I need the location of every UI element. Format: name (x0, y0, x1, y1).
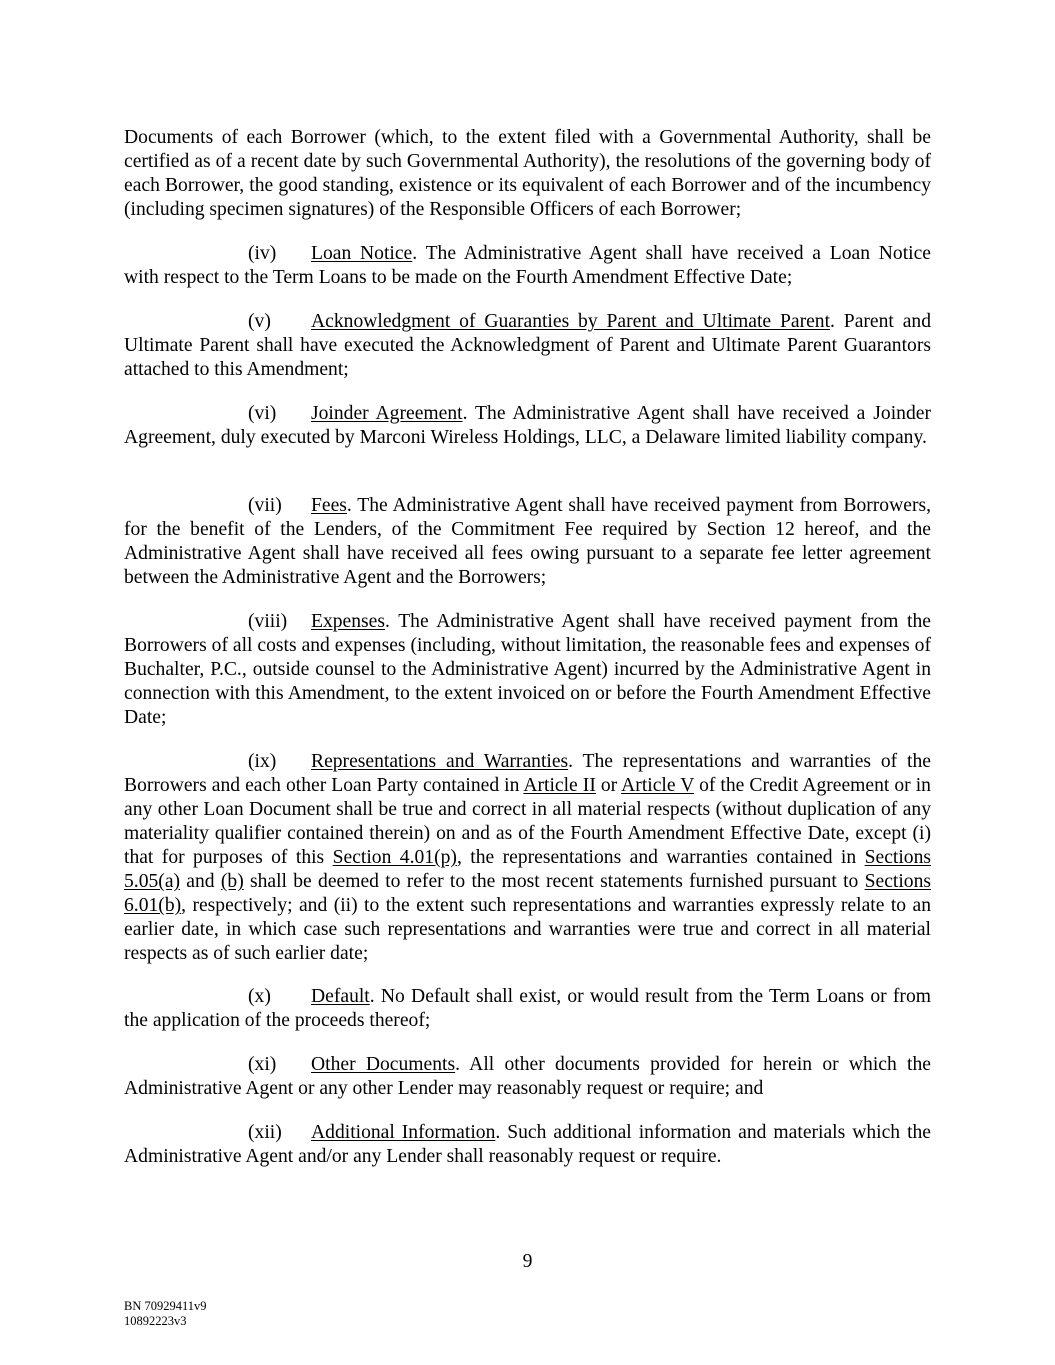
section-4-01p-ref: Section 4.01(p) (332, 847, 457, 868)
item-number: (x) (248, 986, 271, 1007)
footer-line-1: BN 70929411v9 (124, 1299, 207, 1313)
item-text: . All other documents provided for herein or which the Administrative Agent or any other Lender may reasonably request or require; and (124, 1054, 931, 1099)
sections-5-05a-ref: Sections 5.05(a) (124, 847, 931, 892)
item-heading: Loan Notice (311, 243, 413, 264)
item-number: (vi) (248, 403, 277, 424)
item-v (124, 310, 931, 382)
item-number: (v) (248, 311, 271, 332)
item-heading: Additional Information (311, 1122, 496, 1143)
item-heading: Joinder Agreement (311, 403, 463, 424)
item-text: . The Administrative Agent shall have received a Loan Notice with respect to the Term Loans to be made on the Fourth Amendment Effective Date; (124, 243, 931, 288)
item-heading: Other Documents (311, 1054, 456, 1075)
item-ix: (ix) Representations and Warranties. The representations and warranties of the Borrowers and each other Loan Party contained in Article II or Article V of the Credit Agreement or in any other Loan Document shall be true and correct in all material respects (without duplication of any materiality qualifier contained therein) on and as of the Fourth Amendment Effective Date, except (i) that for purposes of this Section 4.01(p), the representations and warranties contained in Sections 5.05(a) and (b) shall be deemed to refer to the most recent statements furnished pursuant to Sections 6.01(b), respectively; and (ii) to the extent such representations and warranties expressly relate to an earlier date, in which case such representations and warranties were true and correct in all material respects as of such earlier date; (124, 751, 932, 964)
item-number: (ix) (248, 751, 277, 772)
item-text: . The Administrative Agent shall have received payment from the Borrowers of all costs and expenses (including, without limitation, the reasonable fees and expenses of Buchalter, P.C., outside counsel to the Administrative Agent) incurred by the Administrative Agent in connection with this Amendment, to the extent invoiced on or before the Fourth Amendment Effective Date; (124, 611, 931, 728)
item-heading: Representations and Warranties (311, 751, 569, 772)
page-number: 9 (522, 1251, 533, 1272)
item-vii (124, 494, 931, 590)
item-number: (iv) (248, 243, 277, 264)
item-iv (124, 242, 931, 290)
item-heading: Default (311, 986, 370, 1007)
item-number: (viii) (248, 611, 288, 632)
item-xi (124, 1053, 931, 1101)
item-x (124, 985, 931, 1033)
item-heading: Acknowledgment of Guaranties by Parent and Ultimate Parent (311, 311, 831, 332)
item-number: (xi) (248, 1054, 277, 1075)
item-heading: Fees (311, 495, 347, 516)
item-text: . No Default shall exist, or would result from the Term Loans or from the application of the proceeds thereof; (124, 986, 931, 1031)
item-heading: Expenses (311, 611, 386, 632)
footer-line-2: 10892223v3 (124, 1314, 187, 1328)
footer-doc-id (124, 1299, 207, 1329)
b-ref: (b) (220, 871, 244, 892)
article-ii-ref: Article II (523, 775, 596, 796)
item-text: . Parent and Ultimate Parent shall have executed the Acknowledgment of Parent and Ultimate Parent Guarantors attached to this Amendment; (124, 311, 932, 380)
item-text: . The Administrative Agent shall have received payment from Borrowers, for the benefit of the Lenders, of the Commitment Fee required by Section 12 hereof, and the Administrative Agent shall have received all fees owing pursuant to a separate fee letter agreement between the Administrative Agent and the Borrowers; (124, 495, 931, 588)
item-number: (vii) (248, 495, 282, 516)
item-viii (124, 610, 931, 730)
article-v-ref: Article V (621, 775, 695, 796)
item-text: . The Administrative Agent shall have received a Joinder Agreement, duly executed by Marconi Wireless Holdings, LLC, a Delaware limited liability company. (124, 403, 931, 448)
item-text: . Such additional information and materials which the Administrative Agent and/or any Lender shall reasonably request or require. (124, 1122, 932, 1167)
intro-paragraph: Documents of each Borrower (which, to the extent filed with a Governmental Authority, shall be certified as of a recent date by such Governmental Authority), the resolutions of the governing body of each Borrower, the good standing, existence or its equivalent of each Borrower and of the incumbency (including specimen signatures) of the Responsible Officers of each Borrower; (124, 127, 931, 220)
item-xii (124, 1121, 931, 1169)
sections-6-01b-ref: Sections 6.01(b) (124, 871, 932, 916)
item-vi (124, 402, 931, 450)
item-number: (xii) (248, 1122, 282, 1143)
